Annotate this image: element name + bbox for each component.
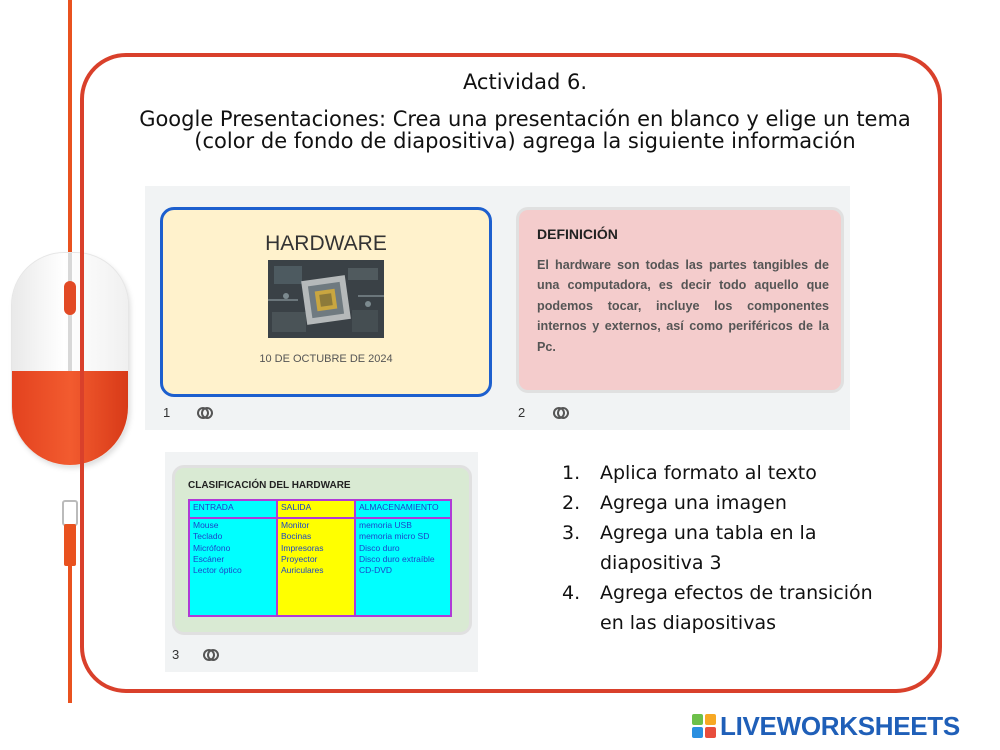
slide-thumbnail-1[interactable] [160, 207, 492, 397]
mouse-cable-lower [68, 563, 72, 703]
table-cell-item: Auriculares [281, 565, 324, 576]
table-cell-item: Mouse [193, 520, 219, 530]
slide-number-2: 2 [518, 405, 526, 420]
list-item-number: 3. [562, 522, 581, 544]
list-item-number: 1. [562, 462, 581, 484]
table-row [189, 518, 451, 616]
activity-title: Actividad 6. [462, 70, 588, 94]
table-cell-item: Impresoras [281, 542, 324, 553]
usb-connector-icon [62, 500, 78, 526]
list-item [560, 578, 900, 638]
table-header-cell: ENTRADA [189, 500, 277, 518]
slide2-title: DEFINICIÓN [537, 226, 618, 242]
list-item-number: 4. [562, 582, 581, 604]
slide-number-3: 3 [172, 647, 180, 662]
table-cell-item: Escáner [193, 553, 225, 564]
slide1-title: HARDWARE [265, 232, 387, 255]
table-cell-item: Disco duro [359, 542, 400, 553]
activity-instruction: Google Presentaciones: Crea una presentación en blanco y elige un tema (color de fondo de diapositiva) agrega la siguiente información [139, 107, 911, 153]
hardware-classification-table [188, 499, 452, 617]
table-cell-item: Lector óptico [193, 565, 242, 576]
slide1-date: 10 DE OCTUBRE DE 2024 [259, 353, 393, 365]
list-item-text: Agrega una tabla en la diapositiva 3 [600, 522, 817, 574]
table-cell-item: memoria micro SD [359, 531, 430, 542]
table-header-cell: ALMACENAMIENTO [355, 500, 451, 518]
table-cell-item: Micrófono [193, 542, 231, 553]
motherboard-cpu-image [268, 260, 384, 338]
list-item [560, 488, 900, 518]
slide2-definition-text: El hardware son todas las partes tangibles de una computadora, es decir todo aquello que podemos tocar, incluye los componentes internos y externos, así como periféricos de la Pc. [537, 258, 829, 354]
table-cell-entrada [189, 518, 277, 616]
table-cell-item: Teclado [193, 531, 223, 542]
link-icon[interactable] [202, 648, 220, 662]
table-cell-item: Disco duro extraíble [359, 553, 435, 564]
slide3-title: CLASIFICACIÓN DEL HARDWARE [188, 480, 351, 491]
slide-thumbnail-3[interactable] [172, 465, 472, 635]
table-cell-item: CD-DVD [359, 565, 393, 576]
list-item-text: Agrega una imagen [600, 492, 787, 514]
list-item [560, 518, 900, 578]
brand-name: LIVEWORKSHEETS [720, 710, 960, 741]
table-header-cell: SALIDA [277, 500, 355, 518]
list-item-number: 2. [562, 492, 581, 514]
table-cell-item: Monitor [281, 520, 310, 530]
table-cell-item: Proyector [281, 553, 318, 564]
list-item-text: Agrega efectos de transición en las diapositivas [600, 582, 873, 634]
table-cell-almacenamiento [355, 518, 451, 616]
link-icon[interactable] [552, 406, 570, 420]
table-cell-salida [277, 518, 355, 616]
list-item [560, 458, 900, 488]
slide-number-1: 1 [163, 405, 171, 420]
table-cell-item: Bocinas [281, 531, 312, 542]
list-item-text: Aplica formato al texto [600, 462, 817, 484]
task-list [560, 458, 900, 638]
table-cell-item: memoria USB [359, 520, 412, 530]
mouse-cable [68, 0, 72, 256]
liveworksheets-logo[interactable] [692, 711, 960, 741]
mouse-scroll-wheel [64, 281, 76, 315]
table-header-row [189, 500, 451, 518]
link-icon[interactable] [196, 406, 214, 420]
usb-connector-neck [64, 524, 76, 566]
liveworksheets-logo-icon [692, 714, 716, 738]
slide-thumbnail-2[interactable] [516, 207, 844, 393]
